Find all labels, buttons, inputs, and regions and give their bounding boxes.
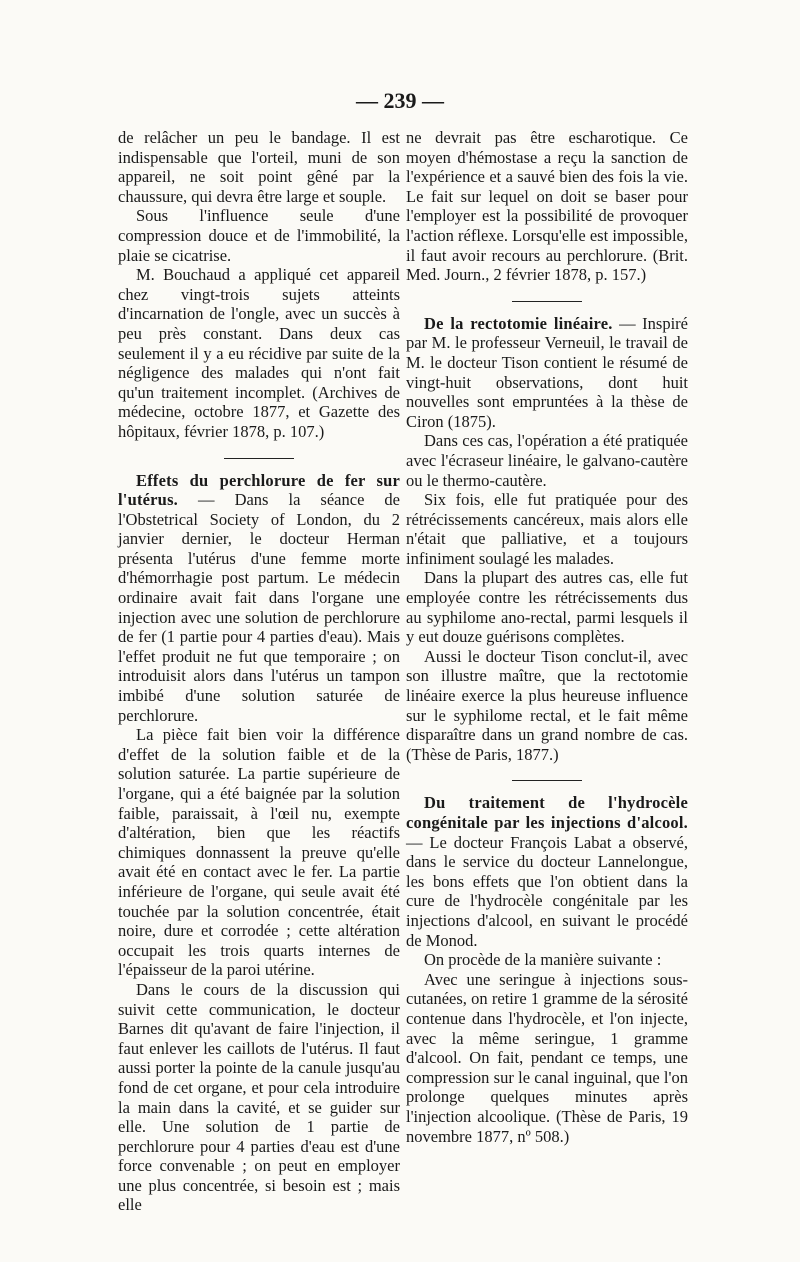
section-body: — Le docteur François Labat a observé, dans le service du docteur Lannelongue, les bons effets que l'on obtient dans la cure de l'hydrocèle congénitale par les injections d'alcool, en suivant le procédé de Monod. bbox=[406, 832, 688, 950]
page-number: — 239 — bbox=[356, 88, 444, 113]
section-body: — Dans la séance de l'Obstetrical Society of London, du 2 janvier dernier, le docteur Herman présenta l'utérus d'une femme morte d'hémorrhagie post partum. Le médecin ordinaire avait fait dans l'organe une injection avec une solution de perchlorure de fer (1 partie pour 4 parties d'eau). Mais l'effet produit ne fut que temporaire ; on introduisit alors dans l'utérus un tampon imbibé d'une solution saturée de perchlorure. bbox=[118, 490, 400, 725]
section-heading: De la rectotomie linéaire. bbox=[424, 313, 613, 333]
section-divider bbox=[512, 301, 582, 302]
right-column bbox=[406, 128, 688, 1146]
paragraph: ne devrait pas être escharotique. Ce moyen d'hémostase a reçu la sanction de l'expérience et a sauvé bien des fois la vie. Le fait sur lequel on doit se baser pour l'employer est la possibilité de provoquer l'action réflexe. Lorsqu'elle est impossible, il faut avoir recours au perchlorure. (Brit. Med. Journ., 2 février 1878, p. 157.) bbox=[406, 128, 688, 285]
paragraph: Dans ces cas, l'opération a été pratiquée avec l'écraseur linéaire, le galvano-cautère ou le thermo-cautère. bbox=[406, 431, 688, 490]
paragraph: Sous l'influence seule d'une compression douce et de l'immobilité, la plaie se cicatrise. bbox=[118, 206, 400, 265]
paragraph: Six fois, elle fut pratiquée pour des rétrécissements cancéreux, mais alors elle n'était que palliative, et a toujours infiniment soulagé les malades. bbox=[406, 490, 688, 568]
section-heading: Effets du perchlorure de fer sur l'utérus. bbox=[118, 470, 400, 510]
section-body: — Inspiré par M. le professeur Verneuil, le travail de M. le docteur Tison contient le résumé de vingt-huit observations, dont huit nouvelles sont empruntées à la thèse de Ciron (1875). bbox=[406, 313, 688, 431]
section-divider bbox=[224, 458, 294, 459]
paragraph: On procède de la manière suivante : bbox=[424, 950, 662, 970]
paragraph: de relâcher un peu le bandage. Il est indispensable que l'orteil, muni de son appareil, ne soit point gêné par la chaussure, qui devra être large et souple. bbox=[118, 128, 400, 206]
left-column bbox=[118, 128, 400, 1215]
section-paragraph bbox=[406, 793, 688, 950]
paragraph: Dans la plupart des autres cas, elle fut employée contre les rétrécissements dus au syphilome ano-rectal, parmi lesquels il y eut douze guérisons complètes. bbox=[406, 568, 688, 647]
section-divider bbox=[512, 780, 582, 781]
paragraph: Dans le cours de la discussion qui suivit cette communication, le docteur Barnes dit qu'avant de faire l'injection, il faut enlever les caillots de l'utérus. Il faut aussi porter la pointe de la canule jusqu'au fond de cet organe, et pour cela introduire la main dans la cavité, et se guider sur elle. Une solution de 1 partie de perchlorure pour 4 parties d'eau est d'une force convenable ; on peut en employer une plus concentrée, si besoin est ; mais elle bbox=[118, 979, 400, 1215]
paragraph: La pièce fait bien voir la différence d'effet de la solution faible et de la solution saturée. La partie supérieure de l'organe, qui a été baignée par la solution faible, paraissait, à l'œil nu, exempte d'altération, bien que les réactifs chimiques donnassent la preuve qu'elle avait été en contact avec le fer. La partie inférieure de l'organe, qui seule avait été touchée par la solution concentrée, était noire, dure et corrodée ; cette altération occupait les trois quarts internes de l'épaisseur de la paroi utérine. bbox=[118, 725, 400, 980]
section-paragraph bbox=[118, 471, 400, 726]
paragraph: M. Bouchaud a appliqué cet appareil chez vingt-trois sujets atteints d'incarnation de l'ongle, avec un succès à peu près constant. Dans deux cas seulement il y a eu récidive par suite de la négligence des malades qui n'ont fait qu'un traitement incomplet. (Archives de médecine, octobre 1877, et Gazette des hôpitaux, février 1878, p. 107.) bbox=[118, 265, 400, 441]
paragraph: Avec une seringue à injections sous-cutanées, on retire 1 gramme de la sérosité contenue dans l'hydrocèle, et l'on injecte, avec la même seringue, 1 gramme d'alcool. On fait, pendant ce temps, une compression sur le canal inguinal, que l'on prolonge quelques minutes après l'injection alcoolique. (Thèse de Paris, 19 novembre 1877, nº 508.) bbox=[406, 969, 688, 1146]
section-heading: Du traitement de l'hydrocèle congénitale par les injections d'alcool. bbox=[406, 793, 688, 832]
section-paragraph bbox=[406, 314, 688, 432]
paragraph: Aussi le docteur Tison conclut-il, avec son illustre maître, que la rectotomie linéaire exerce la plus heureuse influence sur le syphilome rectal, et le fait même disparaître dans un grand nombre de cas. (Thèse de Paris, 1877.) bbox=[406, 646, 688, 764]
